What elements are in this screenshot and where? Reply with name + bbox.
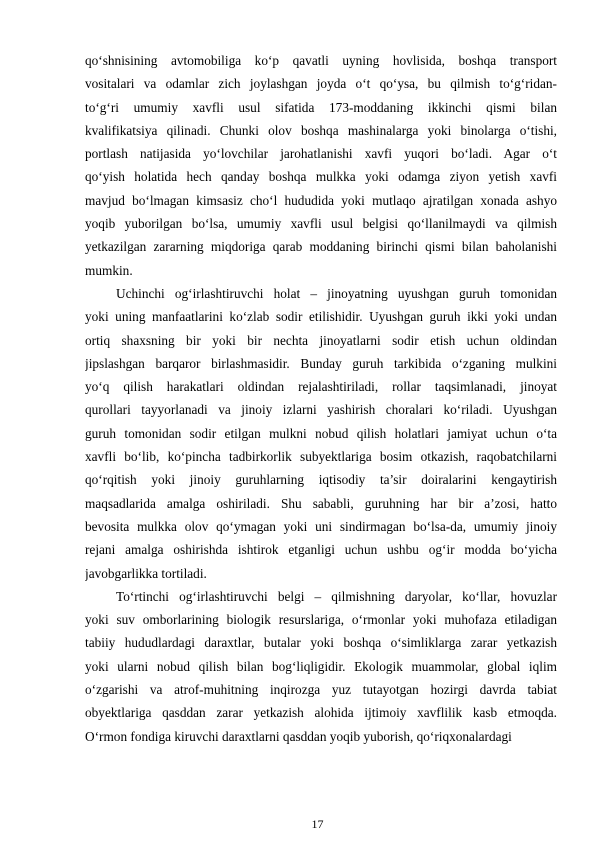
- text-line: kvalifikatsiya qilinadi. Chunki olov boshqa mashinalarga yoki binolarga o‘tishi,: [85, 122, 557, 138]
- text-line: obyektlariga qasddan zarar yetkazish alohida ijtimoiy xavflilik kasb etmoqda.: [85, 705, 557, 721]
- text-line: yoki ularni nobud qilish bilan bog‘liqligidir. Ekologik muammolar, global iqlim: [85, 658, 557, 674]
- text-line: yoki uning manfaatlarini ko‘zlab sodir etilishidir. Uyushgan guruh ikki yoki undan: [85, 309, 557, 325]
- text-line: mavjud bo‘lmagan kimsasiz cho‘l hududida yoki mutlaqo ajratilgan xonada ashyo: [85, 192, 557, 208]
- text-line: qo‘rqitish yoki jinoiy guruhlarning iqtisodiy ta’sir doiralarini kengaytirish: [85, 472, 557, 488]
- paragraph: [85, 49, 557, 282]
- text-line: vositalari va odamlar zich joylashgan joyda o‘t qo‘ysa, bu qilmish to‘g‘ridan-: [85, 76, 557, 92]
- text-line: javobgarlikka tortiladi.: [85, 565, 207, 581]
- text-line: Uchinchi og‘irlashtiruvchi holat – jinoyatning uyushgan guruh tomonidan: [116, 285, 557, 301]
- text-line: maqsadlarida amalga oshiriladi. Shu sababli, guruhning har bir a’zosi, hatto: [85, 495, 557, 511]
- text-line: To‘rtinchi og‘irlashtiruvchi belgi – qilmishning daryolar, ko‘llar, hovuzlar: [116, 588, 557, 604]
- text-line: jipslashgan barqaror birlashmasidir. Bunday guruh tarkibida o‘zganing mulkini: [85, 355, 557, 371]
- text-line: tabiiy hududlardagi daraxtlar, butalar yoki boshqa o‘simliklarga zarar yetkazish: [85, 635, 557, 651]
- text-line: mumkin.: [85, 262, 133, 278]
- text-line: yetkazilgan zararning miqdoriga qarab moddaning birinchi qismi bilan baholanishi: [85, 239, 557, 255]
- text-line: portlash natijasida yo‘lovchilar jarohatlanishi xavfi yuqori bo‘ladi. Agar o‘t: [85, 146, 557, 162]
- text-line: o‘zgarishi va atrof-muhitning inqirozga yuz tutayotgan hozirgi davrda tabiat: [85, 682, 557, 698]
- text-line: qo‘yish holatida hech qanday boshqa mulkka yoki odamga ziyon yetish xavfi: [85, 169, 557, 185]
- text-line: xavfli bo‘lib, ko‘pincha tadbirkorlik subyektlariga bosim otkazish, raqobatchilarni: [85, 449, 557, 465]
- paragraph: [85, 282, 557, 585]
- text-line: ortiq shaxsning bir yoki bir nechta jinoyatlarni sodir etish uchun oldindan: [85, 332, 557, 348]
- text-line: to‘g‘ri umumiy xavfli usul sifatida 173-moddaning ikkinchi qismi bilan: [85, 99, 557, 115]
- text-line: qurollari tayyorlanadi va jinoiy izlarni yashirish choralari ko‘riladi. Uyushgan: [85, 402, 557, 418]
- text-line: yoki suv omborlarining biologik resurslariga, o‘rmonlar yoki muhofaza etiladigan: [85, 612, 557, 628]
- text-line: qo‘shnisining avtomobiliga ko‘p qavatli uyning hovlisida, boshqa transport: [85, 53, 557, 68]
- paragraph: [85, 585, 557, 748]
- text-line: rejani amalga oshirishda ishtirok etganligi uchun ushbu og‘ir modda bo‘yicha: [85, 542, 557, 558]
- text-line: yo‘q qilish harakatlari oldindan rejalashtiriladi, rollar taqsimlanadi, jinoyat: [85, 379, 557, 395]
- text-line: yoqib yuborilgan bo‘lsa, umumiy xavfli usul belgisi qo‘llanilmaydi va qilmish: [85, 216, 557, 232]
- text-line: O‘rmon fondiga kiruvchi daraxtlarni qasddan yoqib yuborish, qo‘riqxonalardagi: [85, 728, 512, 744]
- text-line: guruh tomonidan sodir etilgan mulkni nobud qilish holatlari jamiyat uchun o‘ta: [85, 425, 557, 441]
- document-body: [85, 49, 557, 748]
- page-number: 17: [311, 817, 324, 831]
- text-line: bevosita mulkka olov qo‘ymagan yoki uni sindirmagan bo‘lsa-da, umumiy jinoiy: [85, 518, 557, 534]
